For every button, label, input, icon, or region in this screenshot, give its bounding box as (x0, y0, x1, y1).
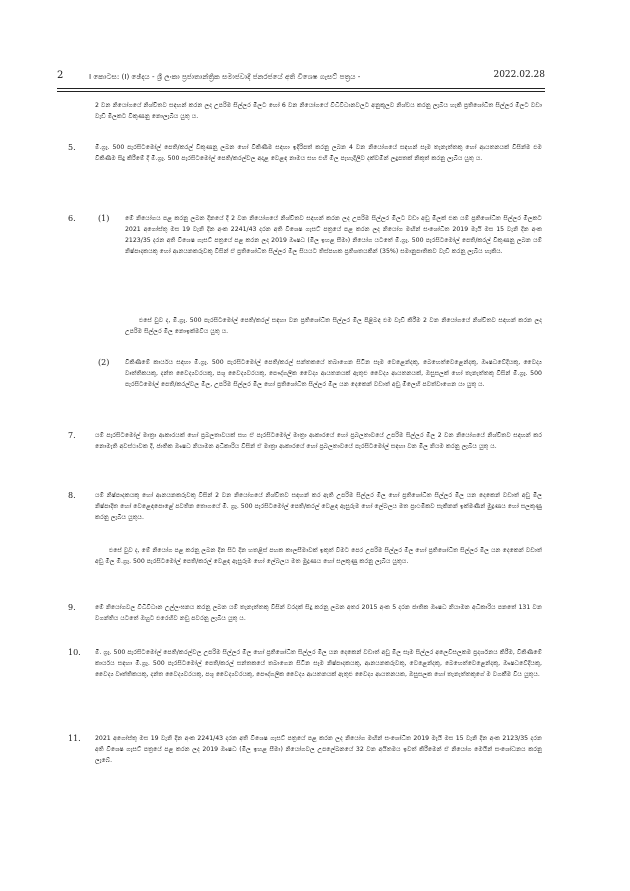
paragraph-number-9: 9. (68, 603, 76, 612)
paragraph-6-1: මේ නියෝගය පළ කරනු ලබන දිනයේ දී 2 වන නියෝගයේ නිශ්චිතව සඳහන් කරන ලද උපරිම සිල්ලර මිලට වඩා අඩු මිලක් එක යම් ප්‍රතිශෝධිත සිල්ලර මිලකට 2021 අගෝස්තු මස 19 වැනි දින අංක 2241/43 දරන අති විශෙෂ ගැසට් පත්‍රයේ පළ කරන ලද නියෝග මඟින් සංශෝධිත 2019 මැයි මස 15 වැනි දින අංක 2123/35 දරන අති විශෙෂ ගැසට් පත්‍රයේ පළ කරන ලද 2019 ඖෂධ (මිල ඉහළ සීමා) නියෝග යටතේ මි.ග්‍රෑ. 500 පැරසිටමෝල් පෙති/කරල් විකුණනු ලබන යම් නිෂ්පාදකයකු හෝ ආනයනකරුවකු විසින් ඒ ප්‍රතිශෝධිත සිල්ලර මිල සියයට තිස්පහක ප්‍රතිශතයකින් (35%) සමානුපාතිකව වැඩි කරනු ලැබිය හැකිය. (125, 215, 542, 255)
paragraph-number-10: 10. (68, 648, 81, 657)
paragraph-6-1-proviso: එසේ වුව ද, මි.ග්‍රෑ. 500 පැරසිටමෝල් පෙති/කරල් සඳහා වන ප්‍රතිශෝධිත සිල්ලර මිල පිළිබඳ එම වැඩි කිරීම 2 වන නියෝගයේ නිශ්චිතව සඳහන් කරන ලද උපරිම සිල්ලර මිල නොඉක්මවිය යුතු ය. (125, 317, 542, 335)
subparagraph-6-2-label: (2) (98, 358, 110, 367)
paragraph-8-proviso: එසේ වුව ද, මේ නියෝග පළ කරනු ලබන දින සිට දින හතළිස් පහක කාලසීමාවක් ඉකුත් වීමට පෙර උපරිම සිල්ලර මිල හෝ ප්‍රතිශෝධිත සිල්ලර මිල යන දෙකෙන් වඩාත් අඩු මිල මි.ග්‍රෑ. 500 පැරසිටමෝල් පෙති/කරල් වෙළඳ ඇසුරුම හෝ ලේබලය මත මුද්‍රණය හෝ සලකුණු කරනු ලැබිය යුතුය. (95, 547, 542, 565)
paragraph-5: මි.ග්‍රෑ. 500 පැරසිටමෝල් පෙති/කරල් විකුණනු ලබන හෝ විකිණීම සඳහා ඉදිරිපත් කරනු ලබන 4 වන නියෝගයේ සඳහන් සෑම තැනැත්තකු හෝ ආයතනයක් විසින්ම එම විකිණීම සිදු කිරීමේ දී මි.ග්‍රෑ. 500 පැරසිටමෝල් පෙති/කරල්වල අදාළ වෙළඳ නාමය සහ එහි මිල පැහැදිලිව දක්වමින් ලදුපතක් නිකුත් කරනු ලැබිය යුතු ය. (95, 144, 542, 162)
paragraph-continuation: 2 වන නියෝගයේ නිශ්චිතව සඳහන් කරන ලද උපරිම සිල්ලර මිලට හෝ 6 වන නියෝගයේ විධිවිධානවලට අනුකූලව නිශ්චය කරනු ලැබිය හැකි ප්‍රතිශෝධිත සිල්ලර මිලට වඩා වැඩි මිලකට විකුණනු නොලැබිය යුතු ය. (95, 102, 542, 120)
gazette-title: I කොටස: (I) ඡේදය - ශ්‍රී ලංකා ප්‍රජාතාන්ත්‍රික සමාජවාදී ජනරජයේ අති විශෙෂ ගැසට් පත්‍රය - (89, 72, 361, 81)
paragraph-6-2: විකිණීමේ කාර්යය සඳහා මි.ග්‍රෑ. 500 පැරසිටමෝල් පෙති/කරල් සන්තකයේ තබාගෙන සිටින සෑම වෙළෙන්දකු, බෙහෙත්වෙළෙන්දකු, ඖෂධවේදියකු, වෛද්‍ය වෘත්තිකයකු, දන්ත වෛද්‍යවරයකු, පශු වෛද්‍යවරයකු, පෞද්ගලික වෛද්‍ය ආයතනයක් ඇතුළු වෛද්‍ය ආයතනයක්, ඔසුසලක් හෝ තැනැත්තකු විසින් මි.ග්‍රෑ. 500 පැරසිටමෝල් පෙති/කරල්වල මිල, උපරිම සිල්ලර මිල හෝ ප්‍රතිශෝධිත සිල්ලර මිල යන දෙකෙන් වඩාත් අඩු මිලෙහි පවත්වාගෙන යා යුතු ය. (125, 359, 542, 388)
paragraph-7: යම් පැරසිටමෝල් මාත්‍රා ආකාරයක් හෝ ප්‍රබලතාවයක් සහ ඒ පැරසිටමෝල් මාත්‍රා ආකාරයේ හෝ ප්‍රබලතාවයේ උපරිම සිල්ලර මිල 2 වන නියෝගයේ නිශ්චිතව සඳහන් කර නොමැති අවස්ථාවක දී, ජාතික ඖෂධ නියාමන අධිකාරිය විසින් ඒ මාත්‍රා ආකාරයේ හෝ ප්‍රබලතාවයේ පැරසිටමෝල් සඳහා වන මිල නියම කරනු ලැබිය යුතු ය. (95, 432, 542, 450)
page-header (57, 70, 545, 84)
paragraph-number-11: 11. (68, 734, 81, 743)
paragraph-number-6: 6. (68, 214, 76, 223)
gazette-date: 2022.02.28 (493, 70, 545, 80)
paragraph-number-7: 7. (68, 431, 76, 440)
page-number: 2 (57, 70, 64, 81)
subparagraph-6-1-label: (1) (98, 214, 110, 223)
paragraph-9: මේ නියෝගවල විධිවිධාන උල්ලංඝනය කරනු ලබන යම් තැනැත්තකු විසින් වරදක් සිදු කරනු ලබන අතර 2015 අංක 5 දරන ජාතික ඖෂධ නියාමන අධිකාරිය පනතේ 131 වන වගන්තිය යටතේ ඔහුට එරෙහිව නඩු පවරනු ලැබිය යුතු ය. (95, 604, 542, 622)
paragraph-number-5: 5. (68, 143, 76, 152)
header-divider (57, 88, 545, 92)
paragraph-8: යම් නිෂ්පාදකයකු හෝ ආනයනකරුවකු විසින් 2 වන නියෝගයේ නිශ්චිතව සඳහන් කර ඇති උපරිම සිල්ලර මිල හෝ ප්‍රතිශෝධිත සිල්ලර මිල යන දෙකෙන් වඩාත් අඩු මිල නිෂ්පාදිත හෝ වෙළෙඳපොළේ පවතින තොගයේ මි. ග්‍රෑ. 500 පැරසිටමෝල් පෙති/කරල් වෙළඳ ඇසුරුම හෝ ලේබලය මත ප්‍රාථමිකව සැකිනන් ඉක්මණින් මුද්‍රණය හෝ සලකුණු කරනු ලැබිය යුතුය. (95, 492, 542, 521)
paragraph-number-8: 8. (68, 491, 76, 500)
paragraph-10: මි. ග්‍රෑ. 500 පැරසිටමෝල් පෙති/කරල්වල උපරිම සිල්ලර මිල හෝ ප්‍රතිශෝධිත සිල්ලර මිල යන දෙකෙන් වඩාත් අඩු මිල සෑම සිල්ලර අලෙවිසලකම ප්‍රදර්ශනය කිරීම, විකිණීමේ කාර්යය සඳහා මි.ග්‍රෑ. 500 පැරසිටමෝල් පෙති/කරල් සන්තකයේ තබාගෙන සිටින සෑම නිෂ්පාදකයකු, ආනයනකරුවකු, වෙළෙන්දකු, බෙහෙත්වෙළෙන්දකු, ඖෂධවේදියකු, වෛද්‍ය වෘත්තිකයකු, දන්ත වෛද්‍යවරයකු, පශු වෛද්‍යවරයකු, පෞද්ගලික වෛද්‍ය ආයතනයක් ඇතුළු වෛද්‍ය ආයතනයක, ඔසුසලක හෝ තැනැත්තකුගේ ම වගකීම විය යුතුය. (95, 649, 542, 678)
paragraph-11: 2021 අගෝස්තු මස 19 වැනි දින අංක 2241/43 දරන අති විශෙෂ ගැසට් පත්‍රයේ පළ කරන ලද නියෝග මඟින් සංශෝධිත 2019 මැයි මස 15 වැනි දින අංක 2123/35 දරන අති විශෙෂ ගැසට් පත්‍රයේ පළ කරන ලද 2019 ඖෂධ (මිල ඉහළ සීමා) නියෝගවල උපලේඛනයේ 32 වන අයිතමය ඉවත් කිරීමෙන් ඒ නියෝග මෙයින් සංශෝධනය කරනු ලැබේ. (95, 735, 542, 764)
